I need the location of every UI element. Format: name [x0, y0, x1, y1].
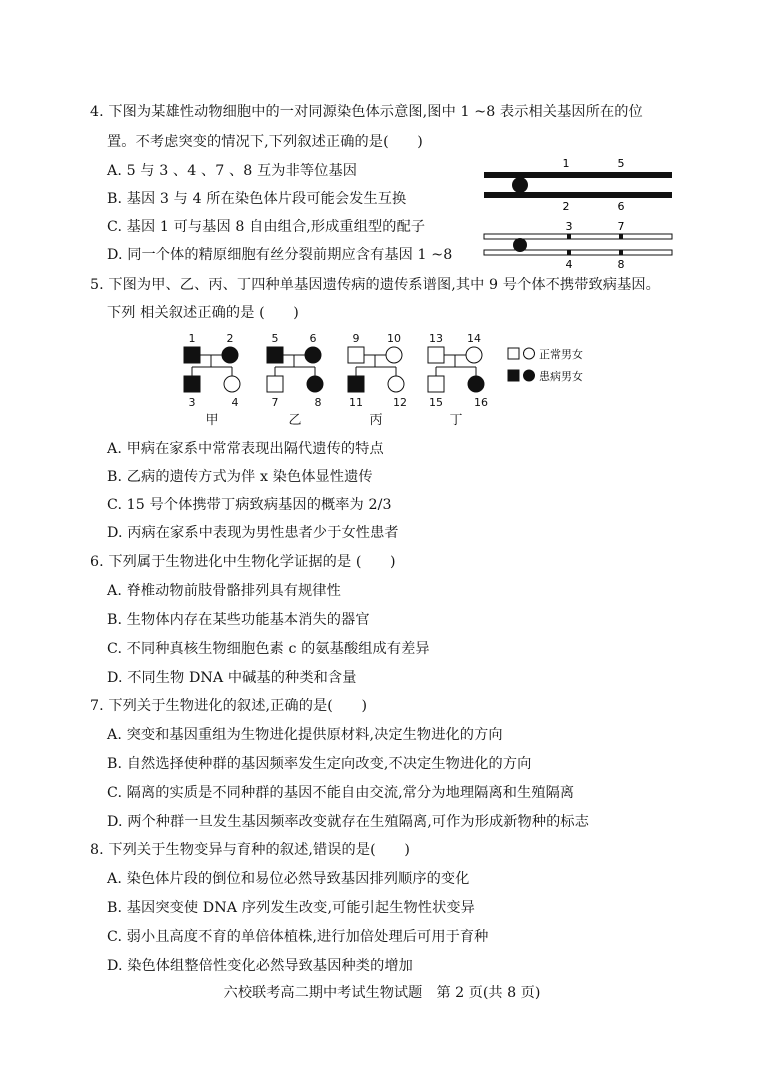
chromatid-4 [484, 250, 672, 255]
chromatid-2 [484, 192, 672, 198]
gene-mark-8 [619, 250, 623, 255]
q8-stem: 8. 下列关于生物变异与育种的叙述,错误的是( ) [90, 842, 410, 858]
individual-number: 14 [467, 332, 481, 345]
pedigree-male-affected [184, 376, 200, 392]
pedigree-figure [170, 328, 610, 428]
pedigree-male-affected [184, 347, 200, 363]
gene-label-5: 5 [617, 157, 625, 170]
q6-option-b: B. 生物体内存在某些功能基本消失的器官 [107, 612, 370, 628]
pedigree-female-normal [466, 347, 482, 363]
individual-number: 15 [429, 396, 443, 409]
pedigree-male-normal [348, 347, 364, 363]
gene-label-4: 4 [565, 258, 573, 271]
chromatid-1 [484, 172, 672, 178]
q8-option-a: A. 染色体片段的倒位和易位必然导致基因排列顺序的变化 [107, 871, 470, 887]
q7-option-d: D. 两个种群一旦发生基因频率改变就存在生殖隔离,可作为形成新物种的标志 [107, 814, 590, 830]
q8-option-b: B. 基因突变使 DNA 序列发生改变,可能引起生物性状变异 [107, 900, 475, 916]
family-label: 丁 [449, 413, 463, 428]
q6-stem: 6. 下列属于生物进化中生物化学证据的是 ( ) [90, 554, 396, 570]
individual-number: 2 [226, 332, 234, 345]
q5-option-c: C. 15 号个体携带丁病致病基因的概率为 2/3 [107, 497, 392, 513]
gene-mark-3 [567, 234, 571, 239]
gene-mark-7 [619, 234, 623, 239]
gene-label-7: 7 [617, 220, 625, 233]
individual-number: 6 [309, 332, 317, 345]
pedigree-female-affected [307, 376, 323, 392]
q7-option-b: B. 自然选择使种群的基因频率发生定向改变,不决定生物进化的方向 [107, 756, 532, 772]
q7-option-c: C. 隔离的实质是不同种群的基因不能自由交流,常分为地理隔离和生殖隔离 [107, 785, 575, 801]
legend-male-normal [508, 348, 519, 359]
individual-number: 8 [314, 396, 322, 409]
legend-male-affected [508, 370, 519, 381]
chromatid-3 [484, 234, 672, 239]
q7-option-a: A. 突变和基因重组为生物进化提供原材料,决定生物进化的方向 [107, 727, 503, 743]
individual-number: 3 [188, 396, 196, 409]
individual-number: 12 [393, 396, 407, 409]
q6-option-a: A. 脊椎动物前肢骨骼排列具有规律性 [107, 583, 341, 599]
individual-number: 1 [188, 332, 196, 345]
gene-label-6: 6 [617, 200, 625, 213]
pedigree-male-normal [428, 376, 444, 392]
legend-normal-label: 正常男女 [539, 348, 583, 361]
q7-stem: 7. 下列关于生物进化的叙述,正确的是( ) [90, 698, 368, 714]
individual-number: 9 [352, 332, 360, 345]
pedigree-female-affected [305, 347, 321, 363]
gene-label-2: 2 [562, 200, 570, 213]
q4-option-d: D. 同一个体的精原细胞有丝分裂前期应含有基因 1 ~8 [107, 247, 453, 263]
individual-number: 10 [387, 332, 401, 345]
q4-stem: 4. 下图为某雄性动物细胞中的一对同源染色体示意图,图中 1 ~8 表示相关基因所在的位 [90, 104, 643, 120]
individual-number: 7 [271, 396, 279, 409]
family-label: 乙 [288, 413, 302, 428]
pedigree-male-normal [428, 347, 444, 363]
gene-label-8: 8 [617, 258, 625, 271]
q8-option-c: C. 弱小且高度不育的单倍体植株,进行加倍处理后可用于育种 [107, 929, 489, 945]
page-footer: 六校联考高二期中考试生物试题 第 2 页(共 8 页) [223, 985, 541, 1001]
gene-label-3: 3 [565, 220, 573, 233]
gene-mark-4 [567, 250, 571, 255]
q5-stem-cont: 下列 相关叙述正确的是 ( ) [107, 305, 299, 321]
legend-female-affected [524, 370, 535, 381]
centromere-upper [512, 177, 528, 193]
q5-option-d: D. 丙病在家系中表现为男性患者少于女性患者 [107, 525, 399, 541]
pedigree-female-normal [386, 347, 402, 363]
legend-affected-label: 患病男女 [539, 370, 583, 383]
family-label: 丙 [369, 413, 383, 428]
individual-number: 5 [271, 332, 279, 345]
pedigree-male-affected [348, 376, 364, 392]
pedigree-female-normal [224, 376, 240, 392]
pedigree-female-affected [468, 376, 484, 392]
q4-option-b: B. 基因 3 与 4 所在染色体片段可能会发生互换 [107, 191, 407, 207]
individual-number: 11 [349, 396, 363, 409]
pedigree-female-normal [388, 376, 404, 392]
family-label: 甲 [205, 413, 219, 428]
individual-number: 4 [231, 396, 239, 409]
q6-option-d: D. 不同生物 DNA 中碱基的种类和含量 [107, 670, 357, 686]
centromere-lower [513, 238, 527, 252]
legend-female-normal [524, 348, 535, 359]
gene-label-1: 1 [562, 157, 570, 170]
q4-option-a: A. 5 与 3 、4 、7 、8 互为非等位基因 [107, 163, 358, 179]
pedigree-male-normal [267, 376, 283, 392]
q6-option-c: C. 不同种真核生物细胞色素 c 的氨基酸组成有差异 [107, 641, 430, 657]
q5-option-a: A. 甲病在家系中常常表现出隔代遗传的特点 [107, 441, 384, 457]
individual-number: 13 [429, 332, 443, 345]
pedigree-male-affected [267, 347, 283, 363]
q5-stem: 5. 下图为甲、乙、丙、丁四种单基因遗传病的遗传系谱图,其中 9 号个体不携带致病基因。 [90, 277, 660, 293]
q8-option-d: D. 染色体组整倍性变化必然导致基因种类的增加 [107, 958, 413, 974]
chromosome-figure [480, 154, 680, 272]
q5-option-b: B. 乙病的遗传方式为伴 x 染色体显性遗传 [107, 469, 373, 485]
q4-stem-cont: 置。不考虑突变的情况下,下列叙述正确的是( ) [107, 134, 423, 150]
pedigree-female-affected [222, 347, 238, 363]
individual-number: 16 [474, 396, 488, 409]
q4-option-c: C. 基因 1 可与基因 8 自由组合,形成重组型的配子 [107, 219, 426, 235]
